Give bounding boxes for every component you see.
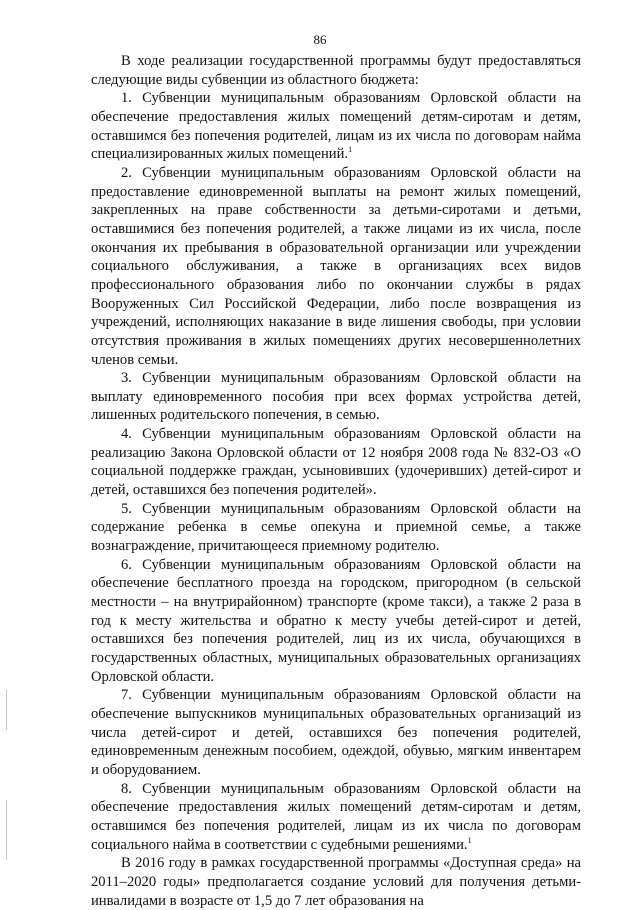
paragraph-item-1	[91, 89, 581, 164]
paragraph-text: 3. Субвенции муниципальным образованиям Орловской области на выплату единовременного пособия при всех формах устройства детей, лишенных родительского попечения, в семью.	[91, 370, 581, 424]
paragraph-item-8	[91, 780, 581, 855]
margin-scan-mark	[6, 690, 7, 730]
margin-scan-mark	[6, 800, 7, 860]
paragraph-text: 6. Субвенции муниципальным образованиям Орловской области на обеспечение бесплатного проезда на городском, пригородном (в сельской местности – на внутрирайонном) транспорте (кроме такси), а также 2 раза в год к месту жительства и обратно к месту учебы детей-сирот и детей, оставшихся без попечения родителей, лиц из их числа, обучающихся в государственных областных, муниципальных образовательных организациях Орловской области.	[91, 556, 581, 685]
footnote-marker: 1	[467, 835, 472, 845]
paragraph-text: 2. Субвенции муниципальным образованиям Орловской области на предоставление единовременной выплаты на ремонт жилых помещений, закрепленных на праве собственности за детьми-сиротами и детьми, оставшимися без попечения родителей, а также лицами из их числа, после окончания их пребывания в образовательной организации или учреждении социального обслуживания, а также в организациях всех видов профессионального образования либо по окончании службы в рядах Вооруженных Сил Российской Федерации, либо после возвращения из учреждений, исполняющих наказание в виде лишения свободы, при условии отсутствия проживания в жилых помещениях других несовершеннолетних членов семьи.	[91, 164, 581, 368]
paragraph-item-4	[91, 425, 581, 500]
paragraph-item-2	[91, 164, 581, 369]
paragraph-intro	[91, 52, 581, 89]
paragraph-text: 1. Субвенции муниципальным образованиям Орловской области на обеспечение предоставления жилых помещений детям-сиротам и детям, оставшимся без попечения родителей, лицам из их числа по договорам найма специализированных жилых помещений.	[91, 90, 581, 163]
paragraph-text: В ходе реализации государственной программы будут предоставляться следующие виды субвенции из областного бюджета:	[91, 53, 581, 88]
paragraph-item-7	[91, 686, 581, 779]
paragraph-text: 8. Субвенции муниципальным образованиям Орловской области на обеспечение предоставления жилых помещений детям-сиротам и детям, оставшимся без попечения родителей, лицам из их числа по договорам социального найма в соответствии с судебными решениями.	[91, 780, 581, 853]
paragraph-item-5	[91, 500, 581, 556]
paragraph-accessible-environment	[91, 854, 581, 910]
paragraph-item-6	[91, 556, 581, 687]
page-number: 86	[313, 32, 327, 47]
paragraph-text: 5. Субвенции муниципальным образованиям Орловской области на содержание ребенка в семье опекуна и приемной семье, а также вознаграждение, причитающееся приемному родителю.	[91, 500, 581, 555]
document-body	[91, 52, 581, 910]
footnote-marker: 1	[348, 145, 353, 155]
paragraph-item-3	[91, 369, 581, 425]
paragraph-text: 7. Субвенции муниципальным образованиям Орловской области на обеспечение выпускников муниципальных образовательных организаций из числа детей-сирот и детей, оставшихся без попечения родителей, единовременным денежным пособием, одеждой, обувью, мягким инвентарем и оборудованием.	[91, 687, 581, 778]
paragraph-text: 4. Субвенции муниципальным образованиям Орловской области на реализацию Закона Орловской области от 12 ноября 2008 года № 832-ОЗ «О социальной поддержке граждан, усыновивших (удочеривших) детей-сирот и детей, оставшихся без попечения родителей».	[91, 426, 581, 499]
paragraph-text: В 2016 году в рамках государственной программы «Доступная среда» на 2011–2020 годы» предполагается создание условий для получения детьми-инвалидами в возрасте от 1,5 до 7 лет образования на	[91, 855, 581, 909]
